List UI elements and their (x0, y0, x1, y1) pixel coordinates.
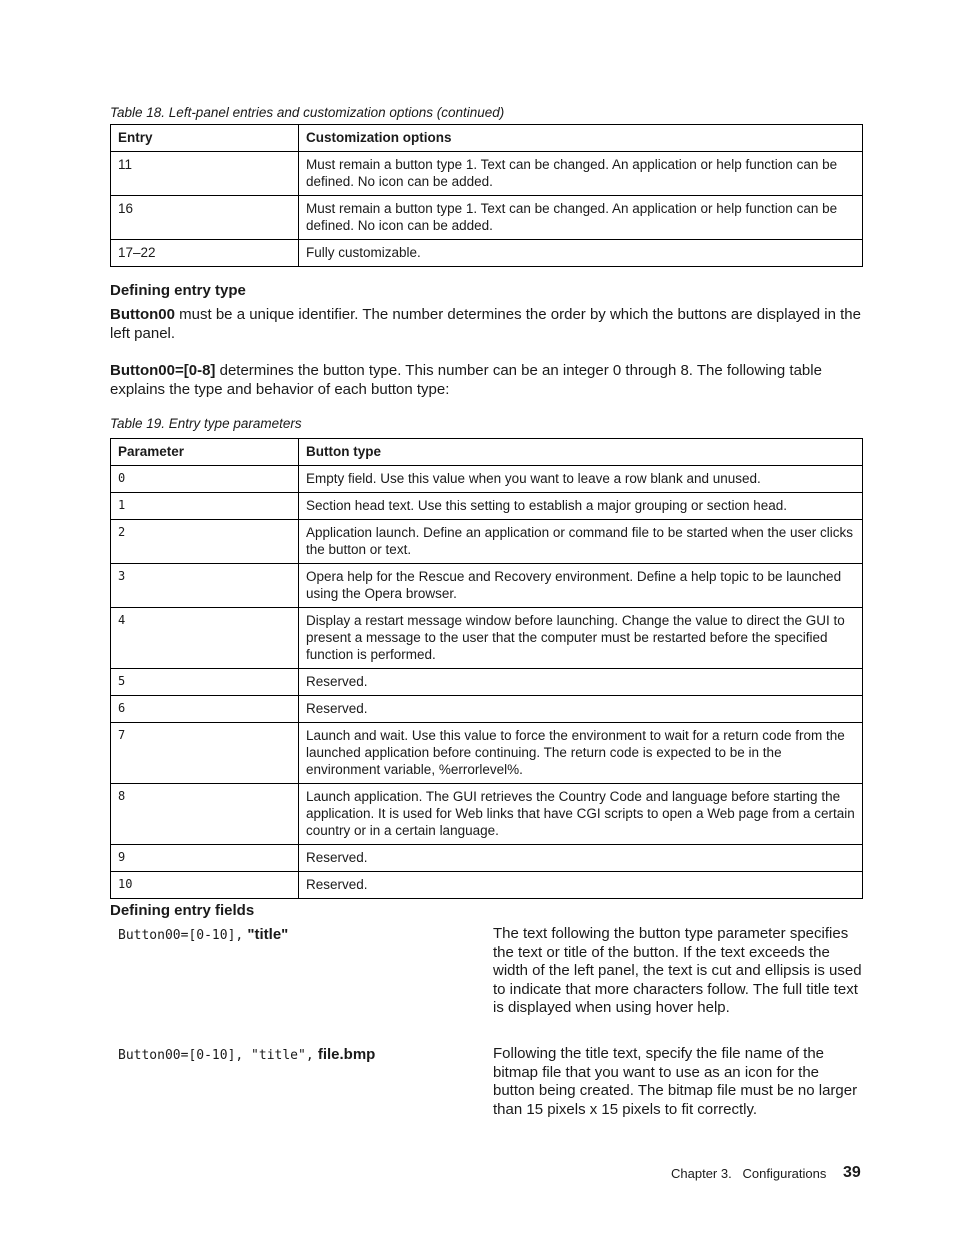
section-heading-entry-fields: Defining entry fields (110, 902, 255, 919)
field-syntax-bold: "title" (243, 926, 289, 943)
table-header-cell: Entry (111, 125, 299, 152)
parameter-cell: 2 (111, 520, 299, 564)
field-bitmap-label (118, 1046, 375, 1063)
options-cell: Must remain a button type 1. Text can be changed. An application or help function can be defined. No icon can be added. (299, 196, 863, 240)
table-row (111, 520, 863, 564)
table-row (111, 196, 863, 240)
field-syntax: Button00=[0-10], (118, 928, 244, 943)
entry-cell: 16 (111, 196, 299, 240)
section-heading-entry-type: Defining entry type (110, 282, 246, 299)
button-type-cell: Opera help for the Rescue and Recovery environment. Define a help topic to be launched using the Opera browser. (299, 564, 863, 608)
options-cell: Fully customizable. (299, 240, 863, 267)
button-type-cell: Reserved. (299, 696, 863, 723)
table-row (111, 696, 863, 723)
table-row (111, 608, 863, 669)
table-row (111, 493, 863, 520)
button-type-cell: Launch application. The GUI retrieves the Country Code and language before starting the application. It is used for Web links that have CGI scripts to open a Web page from a certain country or in a certain language. (299, 784, 863, 845)
parameter-cell: 1 (111, 493, 299, 520)
table-row (111, 152, 863, 196)
options-cell: Must remain a button type 1. Text can be changed. An application or help function can be defined. No icon can be added. (299, 152, 863, 196)
field-title-description: The text following the button type parameter specifies the text or title of the button. If the text exceeds the width of the left panel, the text is cut and ellipsis is used to indicate that more characters follow. The full title text is displayed when using hover help. (493, 925, 862, 1017)
page-number: 39 (843, 1164, 861, 1181)
parameter-cell: 8 (111, 784, 299, 845)
paragraph-button-type (110, 361, 862, 399)
button-type-cell: Application launch. Define an application or command file to be started when the user clicks the button or text. (299, 520, 863, 564)
table-row (111, 845, 863, 872)
button-type-cell: Launch and wait. Use this value to force the environment to wait for a return code from the launched application before continuing. The return code is expected to be in the environment variable, %errorlevel%. (299, 723, 863, 784)
field-bitmap-description: Following the title text, specify the file name of the bitmap file that you want to use as an icon for the button being created. The bitmap file must be no larger than 15 pixels x 15 pixels to fit correctly. (493, 1045, 858, 1118)
table-row (111, 784, 863, 845)
table-row (111, 240, 863, 267)
parameter-cell: 10 (111, 872, 299, 899)
table18 (110, 124, 863, 267)
button-type-cell: Display a restart message window before launching. Change the value to direct the GUI to present a message to the user that the computer must be restarted before the specified function is performed. (299, 608, 863, 669)
parameter-cell: 5 (111, 669, 299, 696)
parameter-cell: 9 (111, 845, 299, 872)
parameter-cell: 3 (111, 564, 299, 608)
inline-code-term: Button00=[0-8] (110, 362, 216, 379)
paragraph-button00 (110, 305, 862, 343)
parameter-cell: 0 (111, 466, 299, 493)
button-type-cell: Reserved. (299, 845, 863, 872)
entry-cell: 17–22 (111, 240, 299, 267)
parameter-cell: 6 (111, 696, 299, 723)
table-header-cell: Button type (299, 439, 863, 466)
footer-chapter: Chapter 3. Configurations (671, 1166, 827, 1181)
button-type-cell: Empty field. Use this value when you want to leave a row blank and unused. (299, 466, 863, 493)
field-syntax-bold: file.bmp (313, 1046, 376, 1063)
table-row (111, 723, 863, 784)
table-row (111, 872, 863, 899)
table-header-cell: Customization options (299, 125, 863, 152)
parameter-cell: 7 (111, 723, 299, 784)
field-title-label (118, 926, 288, 943)
button-type-cell: Reserved. (299, 872, 863, 899)
table-header-row (111, 439, 863, 466)
button-type-cell: Reserved. (299, 669, 863, 696)
table19-caption: Table 19. Entry type parameters (110, 416, 302, 431)
paragraph-text: must be a unique identifier. The number determines the order by which the buttons are displayed in the left panel. (110, 306, 861, 342)
table19 (110, 438, 863, 899)
table-row (111, 564, 863, 608)
table18-caption: Table 18. Left-panel entries and customization options (continued) (110, 105, 505, 120)
field-syntax: Button00=[0-10], "title", (118, 1048, 314, 1063)
table-row (111, 669, 863, 696)
inline-code-term: Button00 (110, 306, 175, 323)
button-type-cell: Section head text. Use this setting to establish a major grouping or section head. (299, 493, 863, 520)
table-row (111, 466, 863, 493)
table-header-row (111, 125, 863, 152)
paragraph-text: determines the button type. This number can be an integer 0 through 8. The following table explains the type and behavior of each button type: (110, 362, 822, 398)
entry-cell: 11 (111, 152, 299, 196)
table-header-cell: Parameter (111, 439, 299, 466)
parameter-cell: 4 (111, 608, 299, 669)
